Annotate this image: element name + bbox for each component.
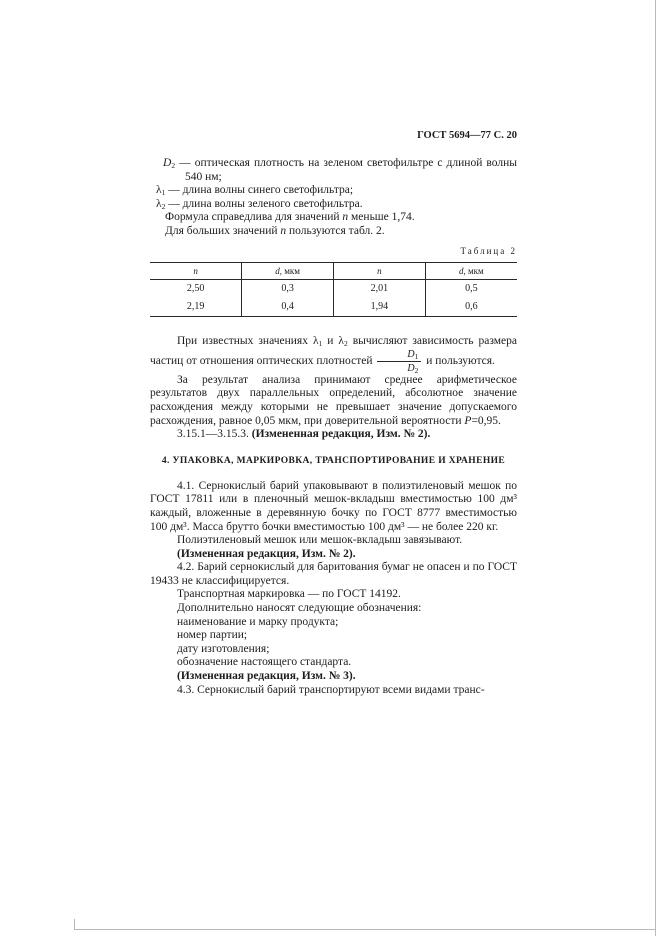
paragraph-analysis-result	[150, 374, 517, 428]
term-lambda2: λ	[156, 197, 162, 210]
variable-n: n	[193, 266, 198, 277]
table-row	[150, 298, 517, 317]
variable-d: d	[275, 266, 280, 277]
data-table	[150, 262, 517, 317]
table-cell: 2,50	[186, 283, 205, 295]
term-lambda2-subscript: 2	[161, 201, 166, 211]
term-d2: D	[163, 157, 172, 169]
paragraph-4-1b: Полиэтиленовый мешок или мешок-вкладыш завязывают.	[177, 534, 463, 547]
definition-lambda2	[150, 198, 517, 212]
variable-n: n	[377, 266, 382, 277]
note-text: меньше 1,74.	[348, 211, 415, 224]
paragraph-additional-markings: Дополнительно наносят следующие обозначения:	[177, 602, 422, 615]
variable-p: Р	[464, 414, 472, 427]
term-d2-subscript: 2	[171, 161, 176, 170]
fraction-denominator	[377, 362, 421, 374]
definition-d2-text: — оптическая плотность на зеленом светофильтре с длиной волны 540 нм;	[175, 157, 517, 183]
definitions-block	[150, 157, 517, 239]
lambda1-subscript: 1	[318, 339, 323, 349]
paragraph-text: За результат анализа принимают среднее арифметическое результатов двух параллельных определений, абсолютное значение расхождения между которыми не превышает значение допускаемого расхождения, равное 0,05 мкм, при доверительной вероятности	[150, 373, 517, 427]
list-item-batch-number: номер партии;	[177, 629, 248, 642]
variable-d2: D	[407, 362, 415, 374]
table-cell: 2,01	[334, 280, 426, 299]
definition-d2	[150, 157, 517, 184]
amendment-note-3	[150, 670, 517, 684]
variable-n: n	[280, 224, 287, 237]
column-header-n	[150, 263, 242, 280]
page-edge-bottom	[74, 929, 656, 930]
table-cell: 0,3	[242, 280, 334, 299]
running-header: ГОСТ 5694—77 С. 20	[417, 130, 517, 141]
amendment-note-2	[150, 548, 517, 562]
paragraph-4-3: 4.3. Сернокислый барий транспортируют всеми видами транс-	[177, 683, 485, 696]
definition-lambda1-text: — длина волны синего светофильтра;	[165, 184, 354, 197]
column-header-d	[425, 263, 517, 280]
fraction-numerator	[377, 349, 421, 362]
table-cell: 1,94	[334, 298, 426, 317]
table-caption: Таблица 2	[460, 245, 517, 256]
paragraph-lambda-ratio	[150, 335, 517, 374]
table-cell: 0,6	[425, 298, 517, 317]
table-reference-note	[150, 225, 517, 239]
definition-lambda1	[150, 184, 517, 198]
list-item-standard-designation: обозначение настоящего стандарта.	[177, 656, 352, 669]
note-text: пользуются табл. 2.	[286, 224, 385, 237]
section-4-heading: 4. УПАКОВКА, МАРКИРОВКА, ТРАНСПОРТИРОВАНИЕ И ХРАНЕНИЕ	[161, 455, 506, 466]
fraction-d1-over-d2	[377, 349, 421, 374]
amendment-note: (Измененная редакция, Изм. № 3).	[177, 670, 356, 683]
clause-numbers: 3.15.1—3.15.3.	[177, 428, 252, 441]
note-text: Формула справедлива для значений	[165, 211, 343, 224]
amendment-note: (Измененная редакция, Изм. № 2).	[177, 547, 356, 560]
paragraph-text: При известных значениях λ	[177, 335, 319, 348]
table-cell: 0,4	[242, 298, 334, 317]
variable-d1: D	[407, 348, 415, 360]
paragraph-text: и λ	[322, 335, 344, 348]
paragraph-text: вычисляют зависимость размера частиц от отношения оптических плотностей	[150, 335, 518, 367]
paragraph-text: =0,95.	[471, 414, 501, 427]
list-item-product-name: наименование и марку продукта;	[177, 615, 339, 628]
column-header-n	[334, 263, 426, 280]
paragraph-4-2: 4.2. Барий сернокислый для баритования бумаг не опасен и по ГОСТ 19433 не классифицируется.	[150, 561, 517, 587]
note-text: Для больших значений	[165, 224, 281, 237]
unit-label: , мкм	[463, 266, 484, 277]
paragraph-text: и пользуются.	[423, 354, 495, 367]
paragraph-4-1: 4.1. Сернокислый барий упаковывают в полиэтиленовый мешок по ГОСТ 17811 или в пленочный мешок-вкладыш вместимостью 100 дм³ каждый, вложенные в деревянную бочку по ГОСТ 8777 вместимостью 100 дм³. Масса брутто бочки вместимостью 100 дм³ — не более 220 кг.	[150, 479, 517, 533]
list-item-manufacture-date: дату изготовления;	[177, 642, 270, 655]
d1-subscript: 1	[414, 351, 419, 361]
formula-validity-note	[150, 211, 517, 225]
definition-lambda2-text: — длина волны зеленого светофильтра.	[165, 197, 363, 210]
variable-d: d	[458, 266, 464, 277]
page-edge-right	[655, 0, 656, 936]
table-header-row	[150, 263, 517, 280]
amendment-note: (Измененная редакция, Изм. № 2).	[251, 428, 431, 441]
paragraph-transport-marking: Транспортная маркировка — по ГОСТ 14192.	[177, 588, 401, 601]
column-header-d	[242, 263, 334, 280]
table-row	[150, 280, 517, 299]
d2-subscript: 2	[414, 365, 419, 375]
variable-n: n	[342, 211, 349, 224]
page-content	[150, 130, 517, 697]
table-cell: 0,5	[425, 280, 517, 299]
term-lambda1-subscript: 1	[161, 188, 166, 198]
lambda2-subscript: 2	[343, 339, 348, 349]
unit-label: , мкм	[279, 266, 300, 277]
paragraph-amendment-315	[150, 428, 517, 442]
term-lambda1: λ	[156, 184, 162, 197]
table-cell: 2,19	[186, 301, 205, 313]
page-corner-mark	[74, 919, 75, 930]
